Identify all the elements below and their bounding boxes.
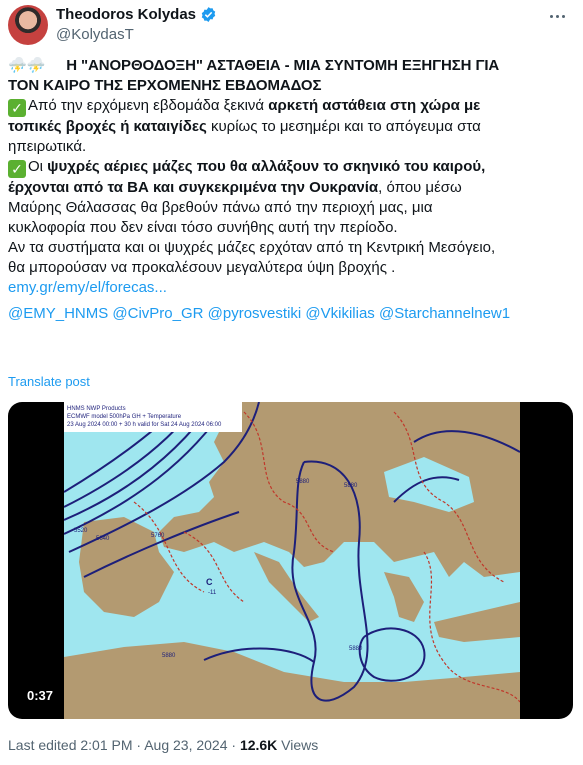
more-options-icon[interactable] <box>545 6 569 26</box>
cold-center-value: -11 <box>208 590 217 596</box>
headline-line <box>8 56 573 76</box>
paragraph-1-line-2: τοπικές βροχές ή καταιγίδες κυρίως το μεσημέρι και το απόγευμα στα <box>8 118 481 135</box>
contour-label-5880-c: 5880 <box>162 653 176 659</box>
paragraph-1-line-1: ✓ Από την ερχόμενη εβδομάδα ξεκινά αρκετή αστάθεια στη χώρα με <box>8 96 573 117</box>
avatar[interactable] <box>8 5 48 45</box>
views-label: Views <box>277 737 319 753</box>
forecast-link[interactable]: emy.gr/emy/el/forecas... <box>8 279 167 296</box>
check-mark-icon: ✓ <box>8 99 26 117</box>
map-title-1: HNMS NWP Products <box>67 406 126 412</box>
translate-post-link[interactable]: Translate post <box>8 374 90 389</box>
paragraph-2-line-3: Μαύρης Θάλασσας θα βρεθούν πάνω από την περιοχή μας, μια <box>8 199 433 216</box>
paragraph-2-line-2: έρχονται από τα ΒΑ και συγκεκριμένα την Ουκρανία, όπου μέσω <box>8 179 462 196</box>
tweet-footer <box>8 737 318 753</box>
cold-center-label: C <box>206 577 213 587</box>
check-mark-icon: ✓ <box>8 160 26 178</box>
contour-label-5760: 5760 <box>151 533 165 539</box>
author-row <box>56 6 217 23</box>
author-name[interactable]: Theodoros Kolydas <box>56 6 197 23</box>
paragraph-3-line-1: Αν τα συστήματα και οι ψυχρές μάζες ερχόταν από τη Κεντρική Μεσόγειο, <box>8 239 496 256</box>
contour-label-5880-a: 5880 <box>296 479 310 485</box>
author-handle[interactable]: @KolydasT <box>56 26 134 43</box>
contour-label-5880-d: 5880 <box>349 646 363 652</box>
contour-label-5520: 5520 <box>74 528 88 534</box>
verified-badge-icon <box>200 6 217 23</box>
tweet-header <box>8 2 575 48</box>
storm-emoji-icon: ⛈️⛈️ <box>8 57 46 74</box>
headline-2: ΤΟΝ ΚΑΙΡΟ ΤΗΣ ΕΡΧΟΜΕΝΗΣ ΕΒΔΟΜΑΔΟΣ <box>8 77 322 94</box>
mentions[interactable]: @EMY_HNMS @CivPro_GR @pyrosvestiki @Vkikilias @Starchannelnew1 <box>8 305 511 322</box>
paragraph-1-line-3: ηπειρωτικά. <box>8 138 87 155</box>
weather-map <box>64 402 520 719</box>
paragraph-3-line-2: θα μπορούσαν να προκαλέσουν μεγαλύτερα ύψη βροχής . <box>8 259 396 276</box>
tweet-text <box>8 56 573 324</box>
views-count: 12.6K <box>239 737 278 753</box>
headline: Η "ΑΝΟΡΘΟΔΟΞΗ" ΑΣΤΑΘΕΙΑ - ΜΙΑ ΣΥΝΤΟΜΗ ΕΞΗΓΗΣΗ ΓΙΑ <box>66 57 500 74</box>
contour-label-5880-b: 5880 <box>344 483 358 489</box>
video-duration: 0:37 <box>22 687 58 704</box>
map-title-2: ECMWF model 500hPa GH + Temperature <box>67 414 182 420</box>
video-player[interactable] <box>8 402 573 719</box>
paragraph-2-line-1: ✓ Οι ψυχρές αέριες μάζες που θα αλλάξουν το σκηνικό του καιρού, <box>8 157 573 178</box>
edited-timestamp[interactable]: Last edited 2:01 PM · Aug 23, 2024 · <box>8 737 240 753</box>
paragraph-2-line-4: κυκλοφορία που δεν είναι τόσο συνήθης αυτή την περίοδο. <box>8 219 398 236</box>
contour-label-5640: 5640 <box>96 536 110 542</box>
map-title-3: 23 Aug 2024 00:00 + 30 h valid for Sat 24 Aug 2024 06:00 <box>67 422 222 428</box>
